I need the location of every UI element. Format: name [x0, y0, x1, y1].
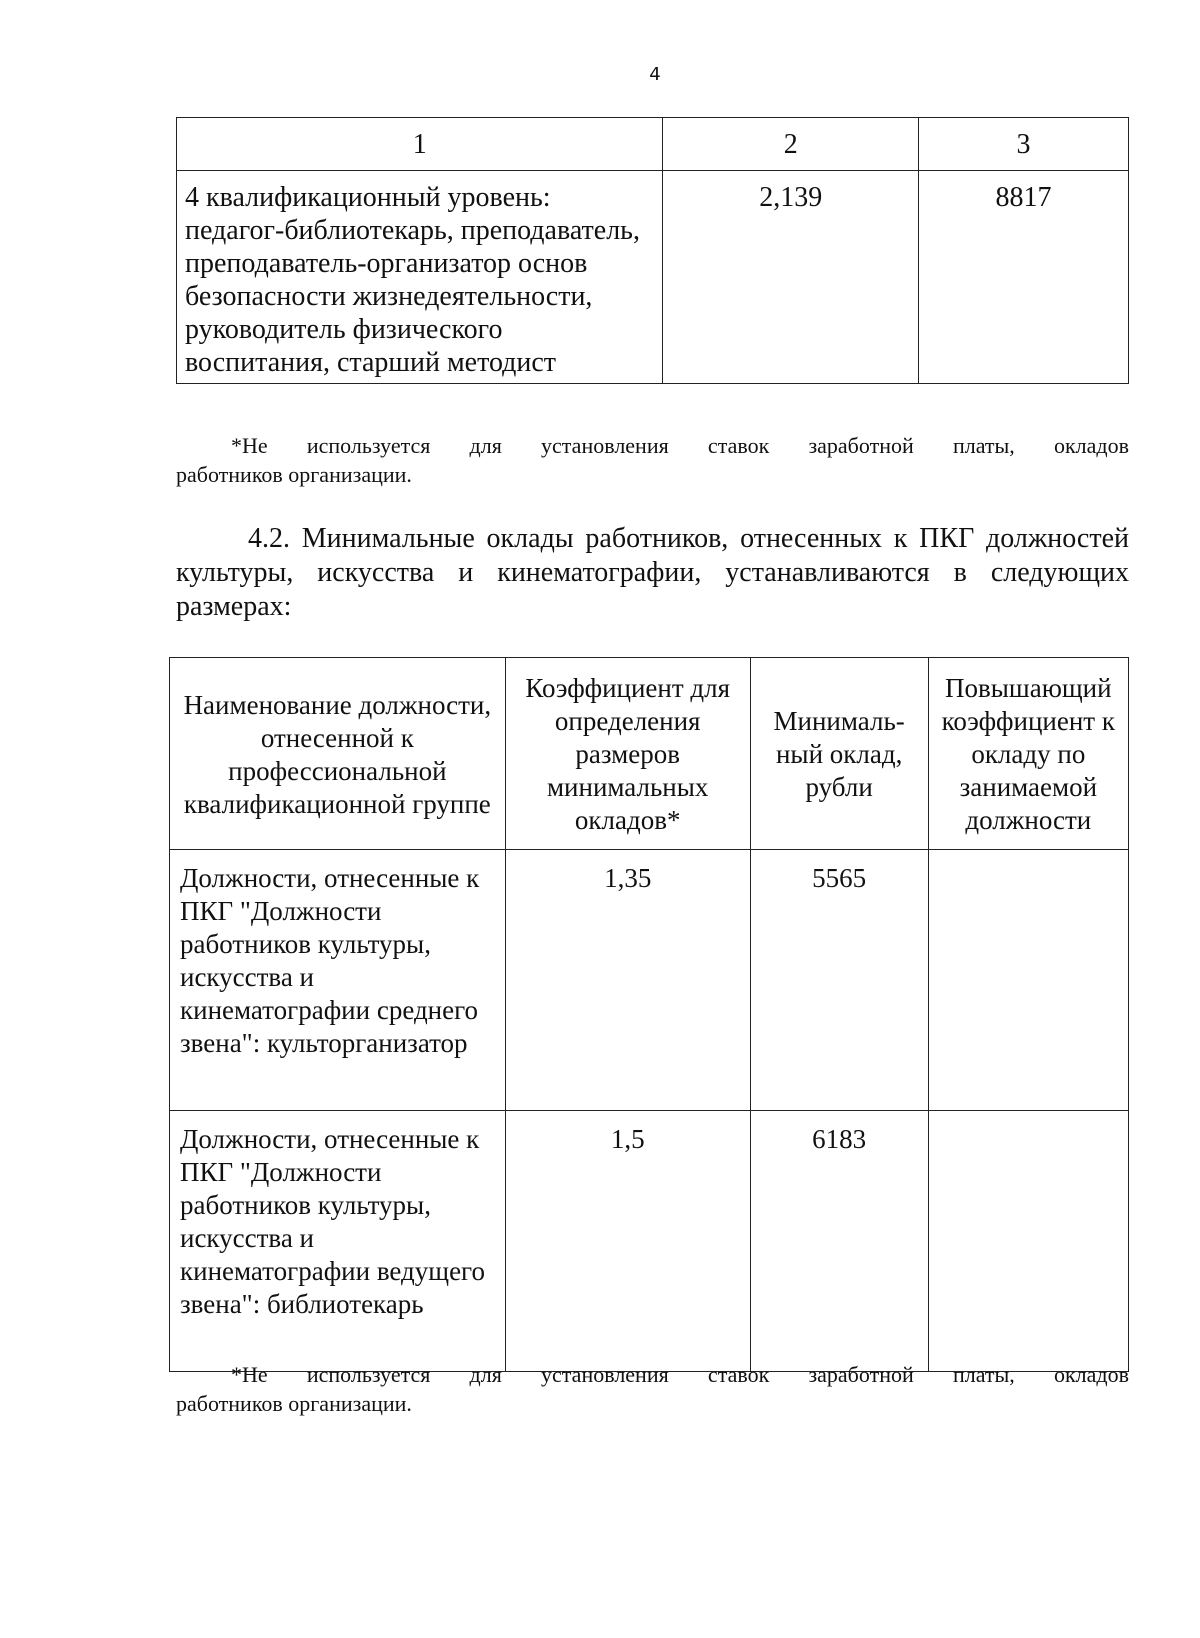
header-cell-coefficient: Коэффициент для определения размеров минимальных окладов* [505, 658, 750, 850]
page-number: 4 [649, 64, 661, 85]
salary-cell: 5565 [750, 850, 928, 1111]
footnote-2-line-2: работников организации. [176, 1391, 412, 1416]
header-cell-col3: 3 [919, 118, 1129, 171]
paragraph-4-2: 4.2. Минимальные оклады работников, отнесенных к ПКГ должностей культуры, искусства и кинематографии, устанавливаются в следующих размерах: [176, 523, 1129, 622]
footnote-1-line-2: работников организации. [176, 462, 412, 487]
footnote-2-line-1: *Не используется для установления ставок заработной платы, окладов [231, 1362, 1129, 1387]
coefficient-cell: 2,139 [663, 171, 919, 384]
table-culture-salaries [169, 657, 1129, 1372]
position-name-cell: Должности, отнесенные к ПКГ "Должности работников культуры, искусства и кинематографии ведущего звена": библиотекарь [170, 1111, 506, 1372]
salary-cell: 8817 [919, 171, 1129, 384]
footnote-2 [176, 1360, 1129, 1418]
table-header-row [170, 658, 1129, 850]
footnote-1-line-1: *Не используется для установления ставок заработной платы, окладов [231, 433, 1129, 458]
position-name-cell: 4 квалификационный уровень: педагог-библиотекарь, преподаватель, преподаватель-организатор основ безопасности жизнедеятельности, руководитель физического воспитания, старший методист [177, 171, 663, 384]
table-header-row [177, 118, 1129, 171]
header-cell-salary: Минималь-ный оклад, рубли [750, 658, 928, 850]
coefficient-cell: 1,35 [505, 850, 750, 1111]
raise-coefficient-cell [928, 1111, 1128, 1372]
footnote-1 [176, 431, 1129, 489]
header-cell-col1: 1 [177, 118, 663, 171]
header-cell-position: Наименование должности, отнесенной к профессиональной квалификационной группе [170, 658, 506, 850]
table-row [170, 850, 1129, 1111]
table-row [170, 1111, 1129, 1372]
header-cell-col2: 2 [663, 118, 919, 171]
header-cell-raise: Повышающий коэффициент к окладу по занимаемой должности [928, 658, 1128, 850]
table-row [177, 171, 1129, 384]
salary-cell: 6183 [750, 1111, 928, 1372]
raise-coefficient-cell [928, 850, 1128, 1111]
position-name-cell: Должности, отнесенные к ПКГ "Должности работников культуры, искусства и кинематографии среднего звена": культорганизатор [170, 850, 506, 1111]
table-qualification-levels [176, 117, 1129, 384]
coefficient-cell: 1,5 [505, 1111, 750, 1372]
